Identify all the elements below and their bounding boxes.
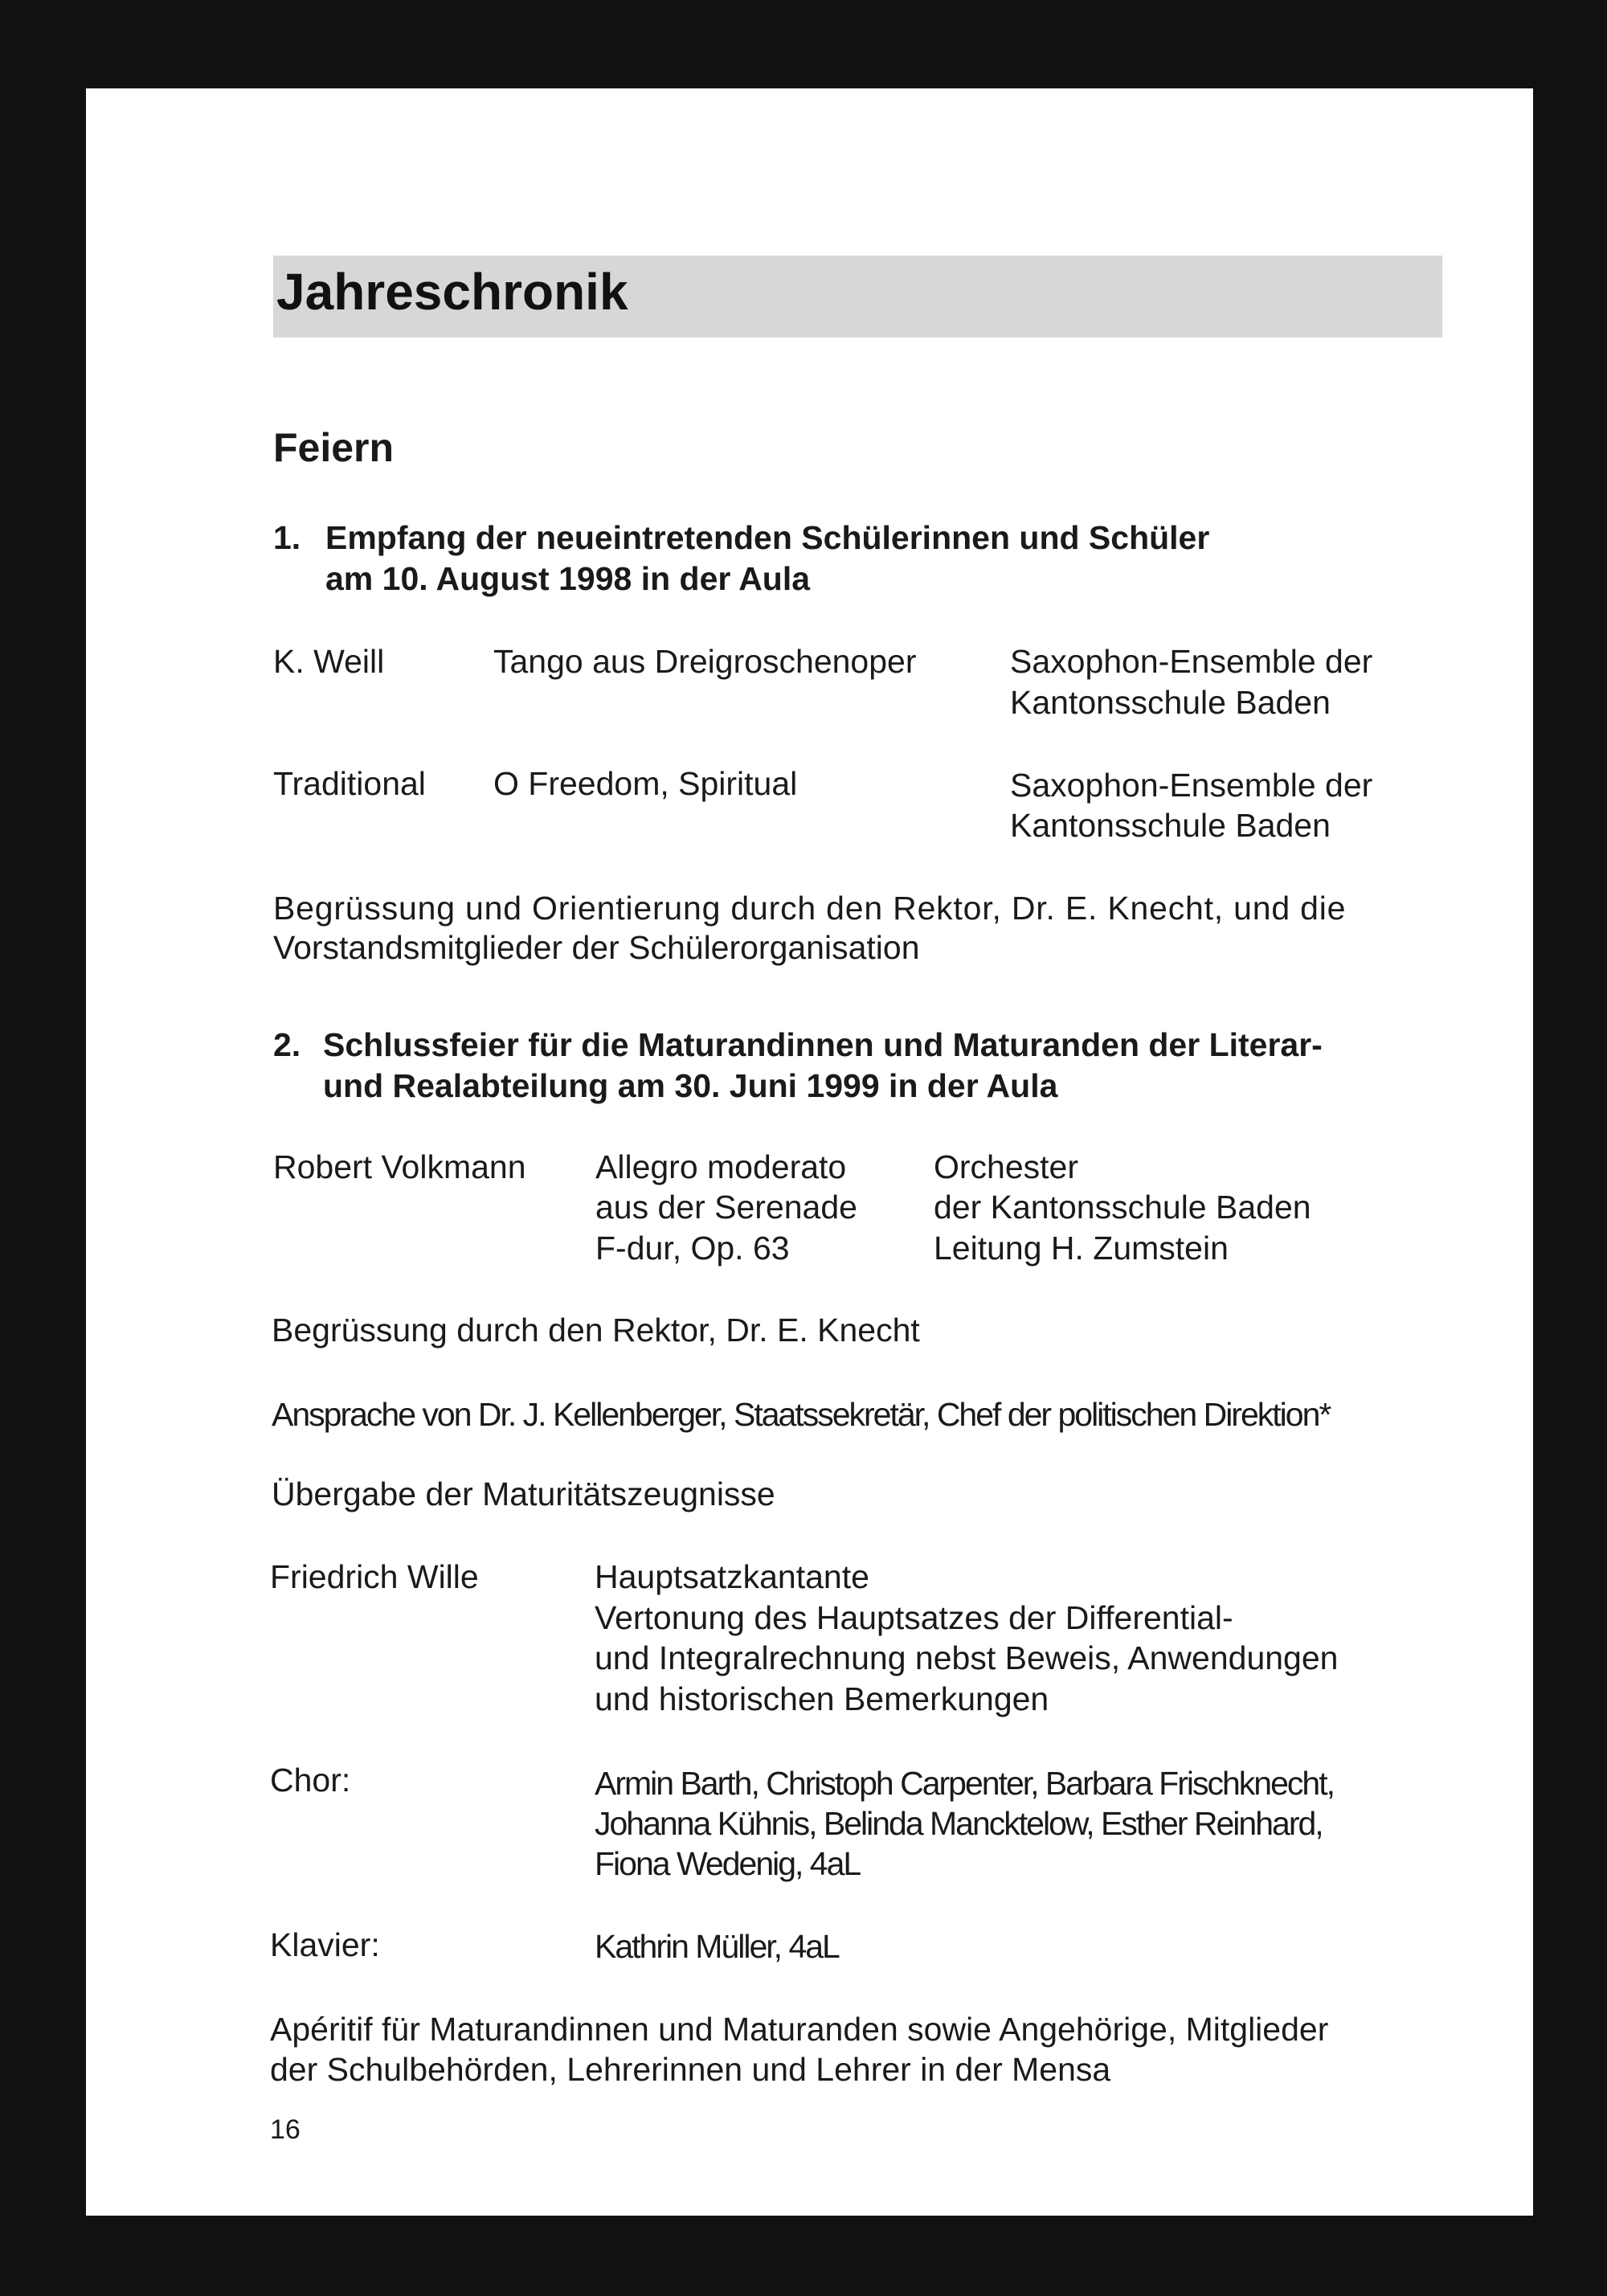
item1-note-line1: Begrüssung und Orientierung durch den Rektor, Dr. E. Knecht, und die [273, 890, 1347, 927]
program-composer: K. Weill [273, 643, 385, 680]
program-performer: Saxophon-Ensemble der [1010, 767, 1373, 804]
cantata-line: Vertonung des Hauptsatzes der Differential- [595, 1599, 1233, 1636]
music-performer-line: Orchester [934, 1148, 1078, 1185]
aperitif-line2: der Schulbehörden, Lehrerinnen und Lehrer in der Mensa [270, 2051, 1111, 2088]
music-work-line: F-dur, Op. 63 [595, 1230, 790, 1267]
music-work-line: aus der Serenade [595, 1189, 857, 1226]
page-title: Jahreschronik [276, 263, 628, 321]
program-performer: Kantonsschule Baden [1010, 807, 1331, 844]
choir-label: Chor: [270, 1762, 351, 1799]
item1-number: 1. [273, 519, 301, 556]
music-performer-line: der Kantonsschule Baden [934, 1189, 1311, 1226]
choir-members-line: Johanna Kühnis, Belinda Mancktelow, Esther Reinhard, [595, 1805, 1323, 1842]
program-composer: Traditional [273, 765, 426, 802]
cantata-line: Hauptsatzkantante [595, 1558, 869, 1595]
piano-name: Kathrin Müller, 4aL [595, 1928, 839, 1965]
choir-members-line: Fiona Wedenig, 4aL [595, 1845, 861, 1882]
music-performer-line: Leitung H. Zumstein [934, 1230, 1229, 1267]
aperitif-line1: Apéritif für Maturandinnen und Maturanden sowie Angehörige, Mitglieder [270, 2011, 1329, 2048]
item1-heading-line2: am 10. August 1998 in der Aula [325, 560, 811, 597]
greeting: Begrüssung durch den Rektor, Dr. E. Knecht [272, 1312, 920, 1349]
music-composer: Robert Volkmann [273, 1148, 526, 1185]
item1-note-line2: Vorstandsmitglieder der Schülerorganisation [273, 929, 920, 966]
cantata-line: und Integralrechnung nebst Beweis, Anwendungen [595, 1639, 1339, 1676]
program-work: Tango aus Dreigroschenoper [493, 643, 917, 680]
music-work-line: Allegro moderato [595, 1148, 847, 1185]
choir-members-line: Armin Barth, Christoph Carpenter, Barbara Frischknecht, [595, 1765, 1334, 1802]
piano-label: Klavier: [270, 1926, 380, 1963]
item2-heading-line2: und Realabteilung am 30. Juni 1999 in der Aula [323, 1067, 1058, 1104]
cantata-composer: Friedrich Wille [270, 1558, 479, 1595]
item2-number: 2. [273, 1026, 301, 1063]
program-performer: Saxophon-Ensemble der [1010, 643, 1373, 680]
program-performer: Kantonsschule Baden [1010, 684, 1331, 721]
cantata-line: und historischen Bemerkungen [595, 1680, 1049, 1717]
item2-heading-line1: Schlussfeier für die Maturandinnen und Maturanden der Literar- [323, 1026, 1323, 1063]
item1-heading-line1: Empfang der neueintretenden Schülerinnen und Schüler [325, 519, 1210, 556]
page-number: 16 [270, 2114, 301, 2145]
speech: Ansprache von Dr. J. Kellenberger, Staatssekretär, Chef der politischen Direktion* [272, 1396, 1331, 1433]
certificate-handover: Übergabe der Maturitätszeugnisse [272, 1475, 775, 1512]
section-heading: Feiern [273, 425, 395, 470]
program-work: O Freedom, Spiritual [493, 765, 798, 802]
